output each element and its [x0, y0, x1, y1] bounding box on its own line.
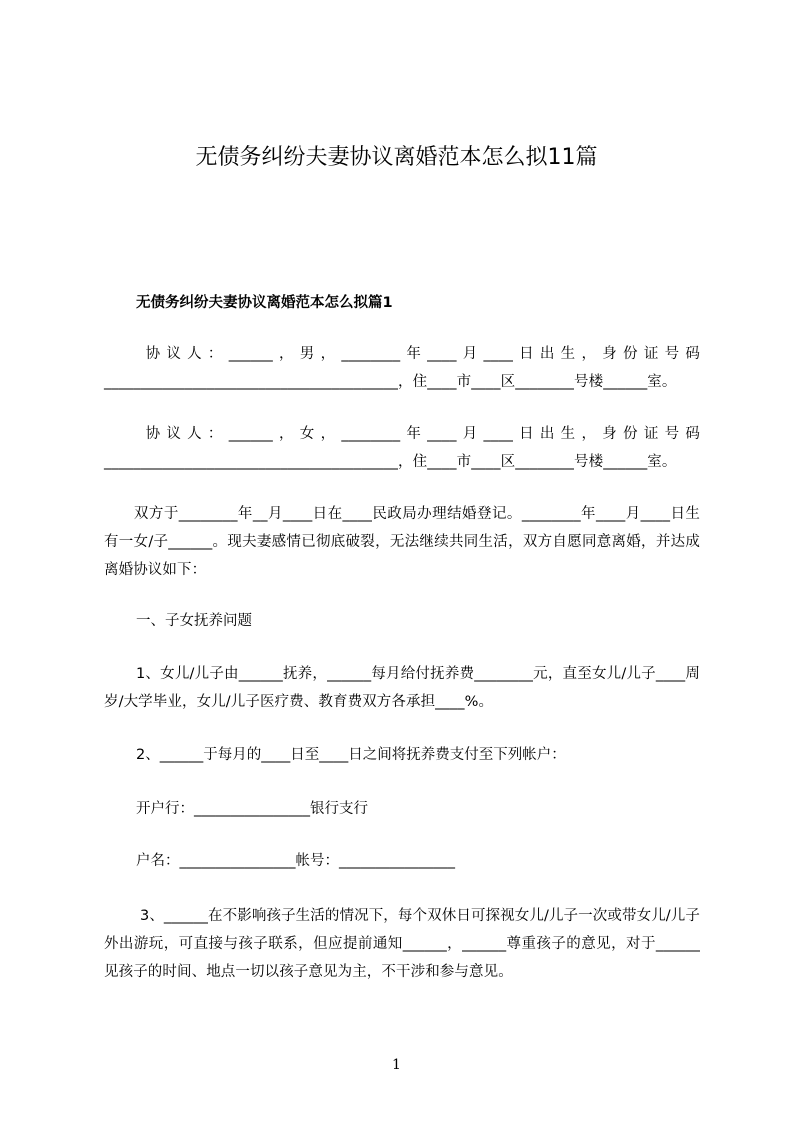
- party-one-paragraph: 协议人：______，男，________年____月____日出生，身份证号码________________________________________，住____市____区________号楼______室。: [104, 346, 700, 390]
- bank-branch-line: 开户行：________________银行支行: [136, 801, 368, 817]
- page-number: 1: [392, 1057, 401, 1073]
- child-support-heading: 一、子女抚养问题: [136, 613, 252, 629]
- visitation-paragraph: 3、______在不影响孩子生活的情况下，每个双休日可探视女儿/儿子一次或带女儿/儿子外出游玩，可直接与孩子联系，但应提前通知______，______尊重孩子的意见，对于______见孩子的时间、地点一切以孩子意见为主，不干涉和参与意见。: [104, 908, 700, 980]
- marriage-paragraph: 双方于________年__月____日在____民政局办理结婚登记。________年____月____日生有一女/子______。现夫妻感情已彻底破裂，无法继续共同生活，双方自愿同意离婚，并达成离婚协议如下：: [104, 506, 700, 578]
- child-support-item-2: 2、______于每月的____日至____日之间将抚养费支付至下列帐户：: [136, 747, 566, 763]
- child-support-item-1: 1、女儿/儿子由______抚养，______每月给付抚养费________元，直至女儿/儿子____周岁/大学毕业，女儿/儿子医疗费、教育费双方各承担____%。: [104, 666, 700, 710]
- document-title: 无债务纠纷夫妻协议离婚范本怎么拟11篇: [195, 145, 598, 170]
- party-two-paragraph: 协议人：______，女，________年____月____日出生，身份证号码________________________________________，住____市____区________号楼______室。: [104, 426, 700, 470]
- section-heading: 无债务纠纷夫妻协议离婚范本怎么拟篇1: [136, 295, 393, 311]
- account-line: 户名：________________帐号：________________: [136, 853, 455, 869]
